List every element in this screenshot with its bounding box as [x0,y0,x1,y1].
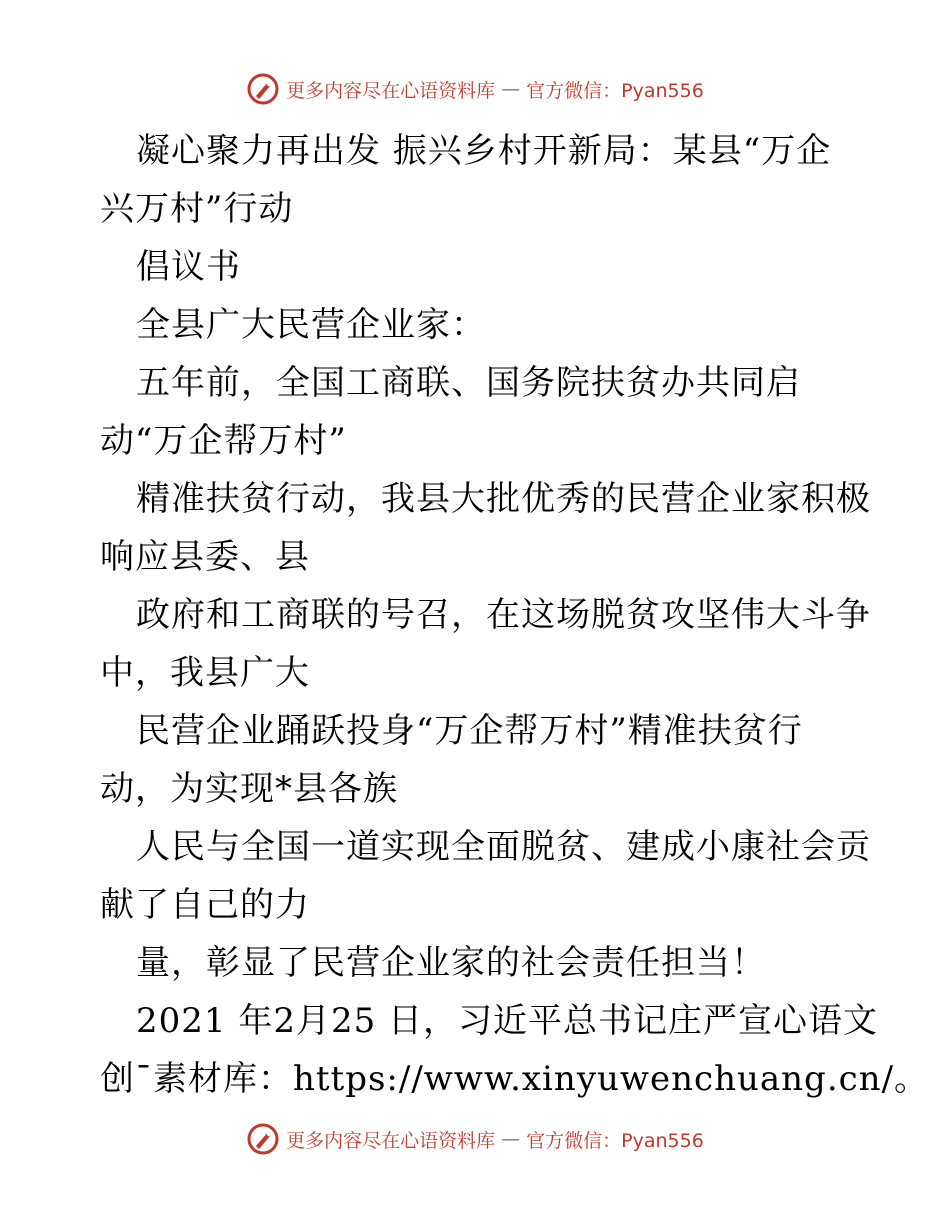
title-line-2: 兴万村”行动 [100,189,294,229]
banner-wechat-text: 官方微信：Pyan556 [526,79,704,102]
title-line-1: 凝心聚力再出发 振兴乡村开新局：某县“万企 [136,131,832,171]
body-line-url: 创¯素材库：https://www.xinyuwenchuang.cn/。 [100,1059,930,1099]
document-body [100,122,930,1108]
subtitle-proposal: 倡议书 [136,247,241,287]
body-line: 民营企业踊跃投身“万企帮万村”精准扶贫行 [136,711,803,751]
body-line: 人民与全国一道实现全面脱贫、建成小康社会贡 [136,827,871,867]
body-line: 精准扶贫行动，我县大批优秀的民营企业家积极 [136,479,871,519]
banner-dash: — [501,78,521,100]
body-line: 动“万企帮万村” [100,421,347,461]
pen-nib-logo-icon [246,72,280,106]
body-line: 政府和工商联的号召，在这场脱贫攻坚伟大斗争 [136,595,871,635]
banner-site-text: 更多内容尽在心语资料库 [286,1129,496,1152]
body-line: 动，为实现*县各族 [100,769,398,809]
header-banner [0,72,950,106]
banner-dash: — [501,1128,521,1150]
body-line: 响应县委、县 [100,537,310,577]
banner-wechat-text: 官方微信：Pyan556 [526,1129,704,1152]
pen-nib-logo-icon [246,1122,280,1156]
body-line: 2021 年2月25 日，习近平总书记庄严宣心语文 [136,1001,879,1041]
body-line: 中，我县广大 [100,653,310,693]
salutation: 全县广大民营企业家： [136,305,486,345]
body-line: 五年前，全国工商联、国务院扶贫办共同启 [136,363,801,403]
banner-site-text: 更多内容尽在心语资料库 [286,79,496,102]
footer-banner [0,1122,950,1156]
body-line: 量，彰显了民营企业家的社会责任担当！ [136,943,766,983]
body-line: 献了自己的力 [100,885,310,925]
